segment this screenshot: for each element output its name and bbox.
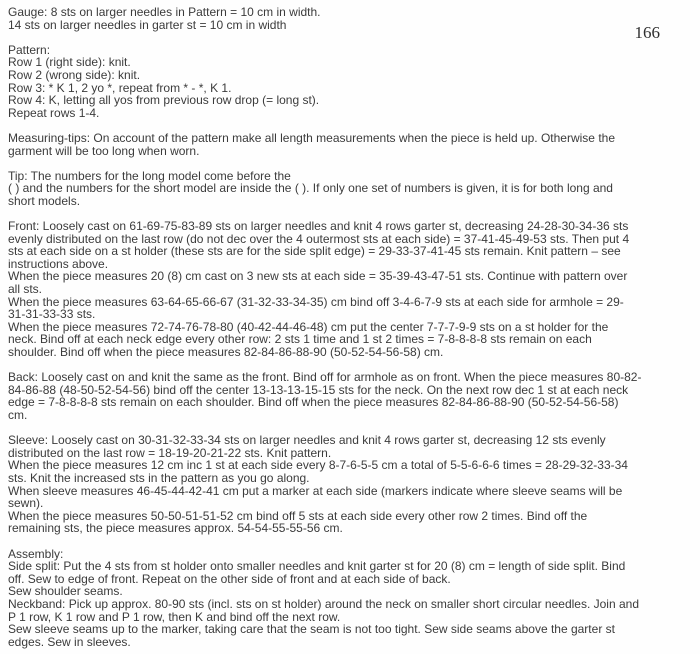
text-line: When the piece measures 50-50-51-51-52 cm bind off 5 sts at each side every other row 2 times. Bind off the	[8, 508, 588, 523]
text-line: Neckband: Pick up approx. 80-90 sts (incl. sts on st holder) around the neck on smaller short circular needles. Join and	[8, 596, 639, 611]
text-line: neck. Bind off at each neck edge every other row: 2 sts 1 time and 1 st 2 times = 7-8-8-8-8 sts remain on each	[8, 332, 592, 347]
text-line: Row 4: K, letting all yos from previous row drop (= long st).	[8, 93, 320, 108]
page-number: 166	[634, 23, 660, 42]
text-line: Tip: The numbers for the long model come before the	[8, 168, 291, 183]
section-front	[8, 220, 698, 359]
text-line: Row 1 (right side): knit.	[8, 55, 131, 70]
text-line: cm.	[8, 408, 28, 422]
section-back	[8, 371, 698, 421]
pattern-text	[8, 6, 698, 648]
text-line: sts. Knit the increased sts in the pattern as you go along.	[8, 470, 310, 485]
text-line: When sleeve measures 46-45-44-42-41 cm put a marker at each side (markers indicate where sleeve seams will be	[8, 483, 623, 498]
text-line: instructions above.	[8, 256, 109, 271]
text-line: Gauge: 8 sts on larger needles in Pattern = 10 cm in width.	[8, 5, 321, 19]
text-line: Side split: Put the 4 sts from st holder onto smaller needles and knit garter st for 20 (8) cm = length of side split. Bind	[8, 559, 626, 574]
text-line: all sts.	[8, 282, 43, 297]
section-sleeve	[8, 434, 698, 535]
text-line: Measuring-tips: On account of the pattern make all length measurements when the piece is held up. Otherwise the	[8, 130, 615, 145]
text-line: Sleeve: Loosely cast on 30-31-32-33-34 sts on larger needles and knit 4 rows garter st, decreasing 12 sts evenly	[8, 433, 606, 448]
text-line: 84-86-88 (48-50-52-54-56) bind off the center 13-13-13-15-15 sts for the neck. On the next row dec 1 st at each neck	[8, 382, 629, 397]
text-line: When the piece measures 63-64-65-66-67 (31-32-33-34-35) cm bind off 3-4-6-7-9 sts at each side for armhole = 29-	[8, 294, 624, 309]
section-measuring-tips	[8, 132, 698, 157]
text-line: evenly distributed on the last row (do not dec over the 4 outermost sts at each side) = 37-41-45-49-53 sts. Then put 4	[8, 231, 630, 246]
text-line: Back: Loosely cast on and knit the same as the front. Bind off for armhole as on front. When the piece measures 80-82-	[8, 370, 642, 385]
text-line: sts at each side on a st holder (these sts are for the side split edge) = 29-33-37-41-45 sts remain. Knit pattern – see	[8, 244, 621, 259]
section-tip	[8, 170, 698, 208]
text-line: distributed on the last row = 18-19-20-21-22 sts. Knit pattern.	[8, 445, 332, 460]
section-gauge	[8, 6, 698, 31]
text-line: Assembly:	[8, 546, 64, 561]
text-line: remaining sts, the piece measures approx. 54-54-55-55-56 cm.	[8, 521, 343, 536]
text-line: Pattern:	[8, 42, 51, 57]
text-line: edge = 7-8-8-8-8 sts remain on each shoulder. Bind off when the piece measures 82-84-86-88-90 (50-52-54-56-58)	[8, 395, 619, 410]
text-line: shoulder. Bind off when the piece measures 82-84-86-88-90 (50-52-54-56-58) cm.	[8, 345, 444, 360]
text-line: off. Sew to edge of front. Repeat on the other side of front and at each side of back.	[8, 571, 451, 586]
section-pattern	[8, 44, 698, 120]
text-line: P 1 row, K 1 row and P 1 row, then K and bind off the next row.	[8, 609, 341, 624]
text-line: Front: Loosely cast on 61-69-75-83-89 sts on larger needles and knit 4 rows garter st, decreasing 24-28-30-34-36 sts	[8, 219, 629, 234]
text-line: 14 sts on larger needles in garter st = 10 cm in width	[8, 17, 287, 32]
text-line: Repeat rows 1-4.	[8, 105, 100, 120]
text-line: Row 3: * K 1, 2 yo *, repeat from * - *, K 1.	[8, 80, 232, 95]
text-line: short models.	[8, 193, 81, 208]
section-assembly	[8, 548, 698, 649]
text-line: Row 2 (wrong side): knit.	[8, 67, 141, 82]
text-line: When the piece measures 72-74-76-78-80 (40-42-44-46-48) cm put the center 7-7-7-9-9 sts on a st holder for the	[8, 319, 609, 334]
text-line: garment will be too long when worn.	[8, 143, 200, 158]
text-line: edges. Sew in sleeves.	[8, 634, 131, 649]
text-line: Sew shoulder seams.	[8, 584, 123, 599]
text-line: sewn).	[8, 496, 44, 511]
text-line: When the piece measures 20 (8) cm cast on 3 new sts at each side = 35-39-43-47-51 sts. Continue with pattern over	[8, 269, 628, 284]
text-line: ( ) and the numbers for the short model are inside the ( ). If only one set of numbers is given, it is for both long and	[8, 181, 613, 196]
text-line: 31-31-33-33 sts.	[8, 307, 96, 322]
text-line: When the piece measures 12 cm inc 1 st at each side every 8-7-6-5-5 cm a total of 5-5-6-6-6 times = 28-29-32-33-34	[8, 458, 628, 473]
text-line: Sew sleeve seams up to the marker, taking care that the seam is not too tight. Sew side seams above the garter st	[8, 622, 615, 637]
